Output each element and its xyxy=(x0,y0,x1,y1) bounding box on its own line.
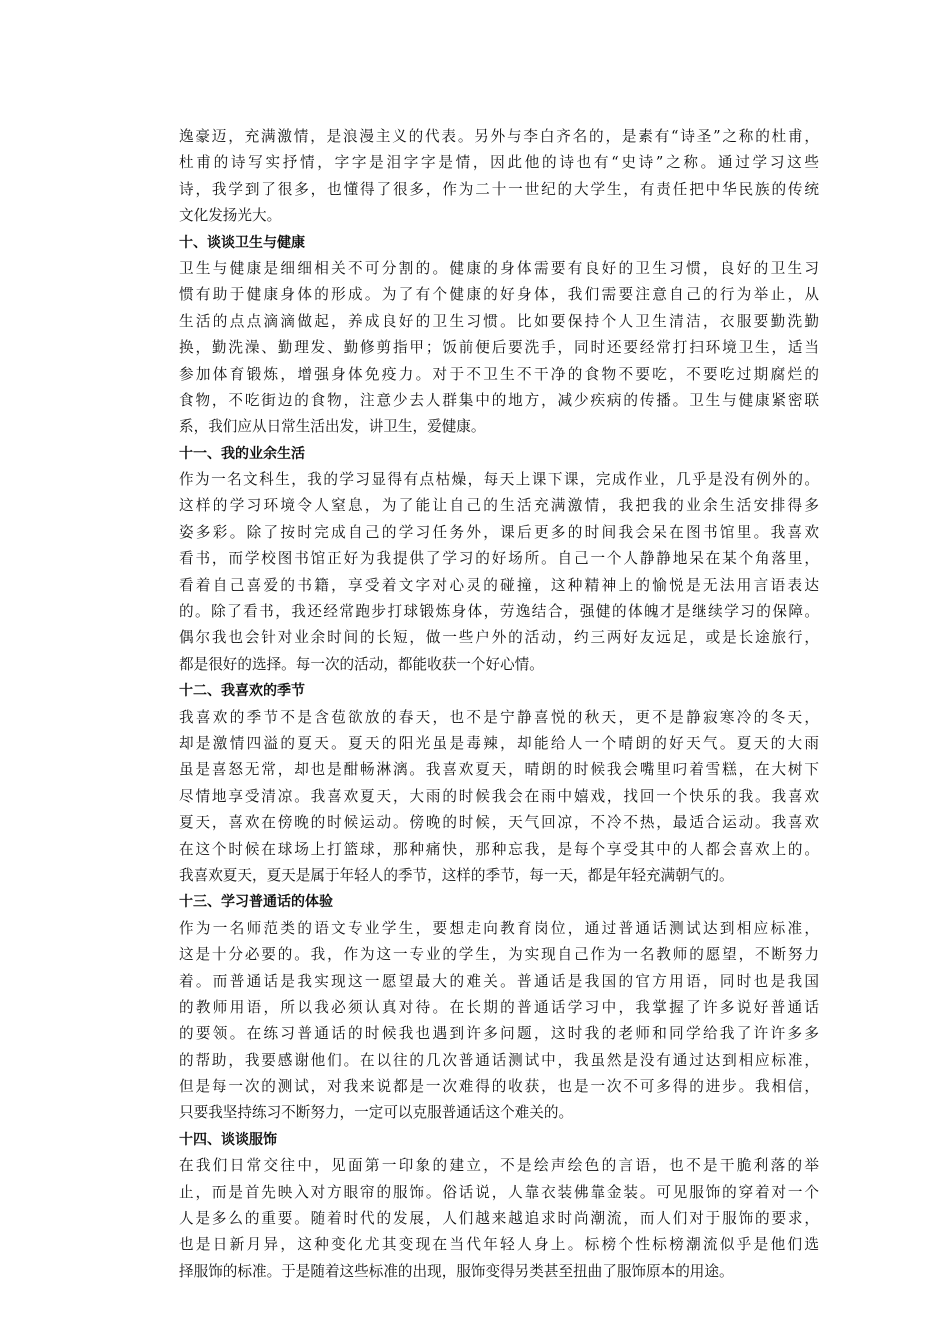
paragraph-line: 逸豪迈，充满激情，是浪漫主义的代表。另外与李白齐名的，是素有“诗圣”之称的杜甫， xyxy=(179,128,819,145)
paragraph-line: 杜甫的诗写实抒情，字字是泪字字是情，因此他的诗也有“史诗”之称。通过学习这些 xyxy=(179,154,819,172)
section-hygiene-health xyxy=(179,230,819,441)
paragraph-line: 诗，我学到了很多，也懂得了很多，作为二十一世纪的大学生，有责任把中华民族的传统 xyxy=(179,180,819,198)
section-heading: 十四、谈谈服饰 xyxy=(179,1131,277,1148)
paragraph-line: 夏天，喜欢在傍晚的时候运动。傍晚的时候，天气回凉，不冷不热，最适合运动。我喜欢 xyxy=(179,814,819,832)
paragraph-line: 这是十分必要的。我，作为这一专业的学生，为实现自己作为一名教师的愿望，不断努力 xyxy=(179,946,819,964)
document-page xyxy=(179,124,819,1285)
paragraph-line: 着。而普通话是我实现这一愿望最大的难关。普通话是我国的官方用语，同时也是我国 xyxy=(179,972,819,990)
section-clothing xyxy=(179,1127,819,1285)
paragraph-line: 系，我们应从日常生活出发，讲卫生，爱健康。 xyxy=(179,418,486,436)
section-heading: 十三、学习普通话的体验 xyxy=(179,894,333,911)
section-spare-time xyxy=(179,441,819,679)
paragraph-line: 的教师用语，所以我必须认真对待。在长期的普通话学习中，我掌握了许多说好普通话 xyxy=(179,998,819,1016)
section-heading: 十二、我喜欢的季节 xyxy=(179,683,305,700)
paragraph-line: 这样的学习环境令人窒息，为了能让自己的生活充满激情，我把我的业余生活安排得多 xyxy=(179,497,819,515)
paragraph-line: 惯有助于健康身体的形成。为了有个健康的好身体，我们需要注意自己的行为举止，从 xyxy=(179,286,819,304)
paragraph-line: 虽是喜怒无常，却也是酣畅淋漓。我喜欢夏天，晴朗的时候我会嘴里叼着雪糕，在大树下 xyxy=(179,761,819,779)
section-heading: 十、谈谈卫生与健康 xyxy=(179,234,305,251)
section-favorite-season xyxy=(179,678,819,889)
paragraph-line: 却是激情四溢的夏天。夏天的阳光虽是毒辣，却能给人一个晴朗的好天气。夏天的大雨 xyxy=(179,734,819,752)
paragraph-line: 的。除了看书，我还经常跑步打球锻炼身体，劳逸结合，强健的体魄才是继续学习的保障。 xyxy=(179,603,819,621)
paragraph-line: 看着自己喜爱的书籍，享受着文字对心灵的碰撞，这种精神上的愉悦是无法用言语表达 xyxy=(179,576,819,594)
section-0 xyxy=(179,124,819,230)
paragraph-line: 参加体育锻炼，增强身体免疫力。对于不卫生不干净的食物不要吃，不要吃过期腐烂的 xyxy=(179,365,819,383)
paragraph-line: 生活的点点滴滴做起，养成良好的卫生习惯。比如要保持个人卫生清洁，衣服要勤洗勤 xyxy=(179,312,819,330)
paragraph-line: 止，而是首先映入对方眼帘的服饰。俗话说，人靠衣装佛靠金装。可见服饰的穿着对一个 xyxy=(179,1183,819,1201)
paragraph-line: 都是很好的选择。每一次的活动，都能收获一个好心情。 xyxy=(179,655,544,673)
paragraph-line: 只要我坚持练习不断努力，一定可以克服普通话这个难关的。 xyxy=(179,1104,574,1122)
paragraph-line: 卫生与健康是细细相关不可分割的。健康的身体需要有良好的卫生习惯，良好的卫生习 xyxy=(179,259,819,277)
paragraph-line: 看书，而学校图书馆正好为我提供了学习的好场所。自己一个人静静地呆在某个角落里， xyxy=(179,550,819,568)
paragraph-line: 姿多彩。除了按时完成自己的学习任务外，课后更多的时间我会呆在图书馆里。我喜欢 xyxy=(179,523,819,541)
paragraph-line: 在这个时候在球场上打篮球，那种痛快，那种忘我，是每个享受其中的人都会喜欢上的。 xyxy=(179,840,819,858)
paragraph-line: 也是日新月异，这种变化尤其变现在当代年轻人身上。标榜个性标榜潮流似乎是他们选 xyxy=(179,1236,819,1254)
paragraph-line: 作为一名文科生，我的学习显得有点枯燥，每天上课下课，完成作业，几乎是没有例外的。 xyxy=(179,471,819,489)
paragraph-line: 换，勤洗澡、勤理发、勤修剪指甲；饭前便后要洗手，同时还要经常打扫环境卫生，适当 xyxy=(179,339,819,357)
paragraph-line: 作为一名师范类的语文专业学生，要想走向教育岗位，通过普通话测试达到相应标准， xyxy=(179,919,819,937)
paragraph-line: 偶尔我也会针对业余时间的长短，做一些户外的活动，约三两好友远足，或是长途旅行， xyxy=(179,629,819,647)
paragraph-line: 但是每一次的测试，对我来说都是一次难得的收获，也是一次不可多得的进步。我相信， xyxy=(179,1078,819,1096)
section-heading: 十一、我的业余生活 xyxy=(179,445,305,462)
paragraph-line: 在我们日常交往中，见面第一印象的建立，不是绘声绘色的言语，也不是干脆利落的举 xyxy=(179,1157,819,1175)
paragraph-line: 人是多么的重要。随着时代的发展，人们越来越追求时尚潮流，而人们对于服饰的要求， xyxy=(179,1210,819,1228)
paragraph-line: 我喜欢夏天，夏天是属于年轻人的季节，这样的季节，每一天，都是年轻充满朝气的。 xyxy=(179,866,734,884)
section-mandarin xyxy=(179,889,819,1127)
paragraph-line: 食物，不吃街边的食物，注意少去人群集中的地方，减少疾病的传播。卫生与健康紧密联 xyxy=(179,391,819,409)
paragraph-line: 的要领。在练习普通话的时候我也遇到许多问题，这时我的老师和同学给我了许许多多 xyxy=(179,1025,819,1043)
paragraph-line: 我喜欢的季节不是含苞欲放的春天，也不是宁静喜悦的秋天，更不是静寂寒冷的冬天， xyxy=(179,708,819,726)
paragraph-line: 择服饰的标准。于是随着这些标准的出现，服饰变得另类甚至扭曲了服饰原本的用途。 xyxy=(179,1262,734,1280)
paragraph-line: 尽情地享受清凉。我喜欢夏天，大雨的时候我会在雨中嬉戏，找回一个快乐的我。我喜欢 xyxy=(179,787,819,805)
paragraph-line: 文化发扬光大。 xyxy=(179,207,282,225)
paragraph-line: 的帮助，我要感谢他们。在以往的几次普通话测试中，我虽然是没有通过达到相应标准， xyxy=(179,1051,819,1069)
